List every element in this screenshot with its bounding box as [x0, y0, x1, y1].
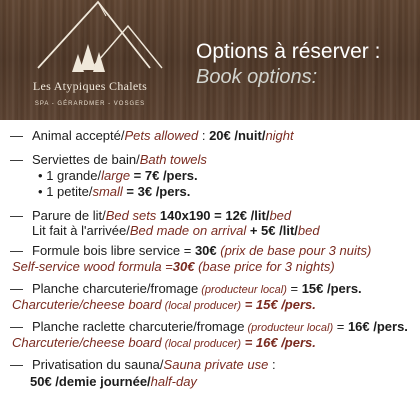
- bullet-icon: •: [38, 168, 43, 183]
- page-title-en: Book options:: [196, 66, 318, 88]
- option-wood: — Formule bois libre service = 30€ (prix de base pour 3 nuits): [10, 243, 372, 258]
- dash-icon: —: [10, 243, 23, 258]
- brand-tagline: SPA - GÉRARDMER - VOSGES: [34, 101, 146, 107]
- option-bed-made: Lit fait à l'arrivée/Bed made on arrival + 5€ /lit/bed: [32, 223, 320, 238]
- dash-icon: —: [10, 281, 23, 296]
- bullet-icon: •: [38, 184, 43, 199]
- page-title-fr: Options à réserver :: [196, 40, 381, 63]
- option-charcuterie: — Planche charcuterie/fromage (producteur local) = 15€ /pers.: [10, 281, 362, 296]
- option-bedding: — Parure de lit/Bed sets 140x190 = 12€ /lit/bed: [10, 208, 292, 223]
- option-raclette: — Planche raclette charcuterie/fromage (producteur local) = 16€ /pers.: [10, 319, 408, 334]
- option-towels-small: • 1 petite/small = 3€ /pers.: [38, 184, 191, 199]
- dash-icon: —: [10, 357, 23, 372]
- brand-name: Les Atypiques Chalets: [32, 79, 148, 93]
- dash-icon: —: [10, 319, 23, 334]
- header-banner: [0, 0, 420, 120]
- option-raclette-en: Charcuterie/cheese board (local producer) = 16€ /pers.: [12, 335, 316, 350]
- option-towels: — Serviettes de bain/Bath towels: [10, 152, 207, 167]
- option-towels-large: • 1 grande/large = 7€ /pers.: [38, 168, 198, 183]
- option-charcuterie-en: Charcuterie/cheese board (local producer) = 15€ /pers.: [12, 297, 316, 312]
- dash-icon: —: [10, 152, 23, 167]
- dash-icon: —: [10, 128, 23, 143]
- option-wood-en: Self-service wood formula =30€ (base price for 3 nights): [12, 259, 335, 274]
- logo-mountains-icon: [0, 0, 190, 80]
- option-sauna: — Privatisation du sauna/Sauna private use :: [10, 357, 276, 372]
- dash-icon: —: [10, 208, 23, 223]
- option-sauna-price: 50€ /demie journée/half-day: [30, 374, 197, 389]
- option-animal: — Animal accepté/Pets allowed : 20€ /nuit/night: [10, 128, 294, 143]
